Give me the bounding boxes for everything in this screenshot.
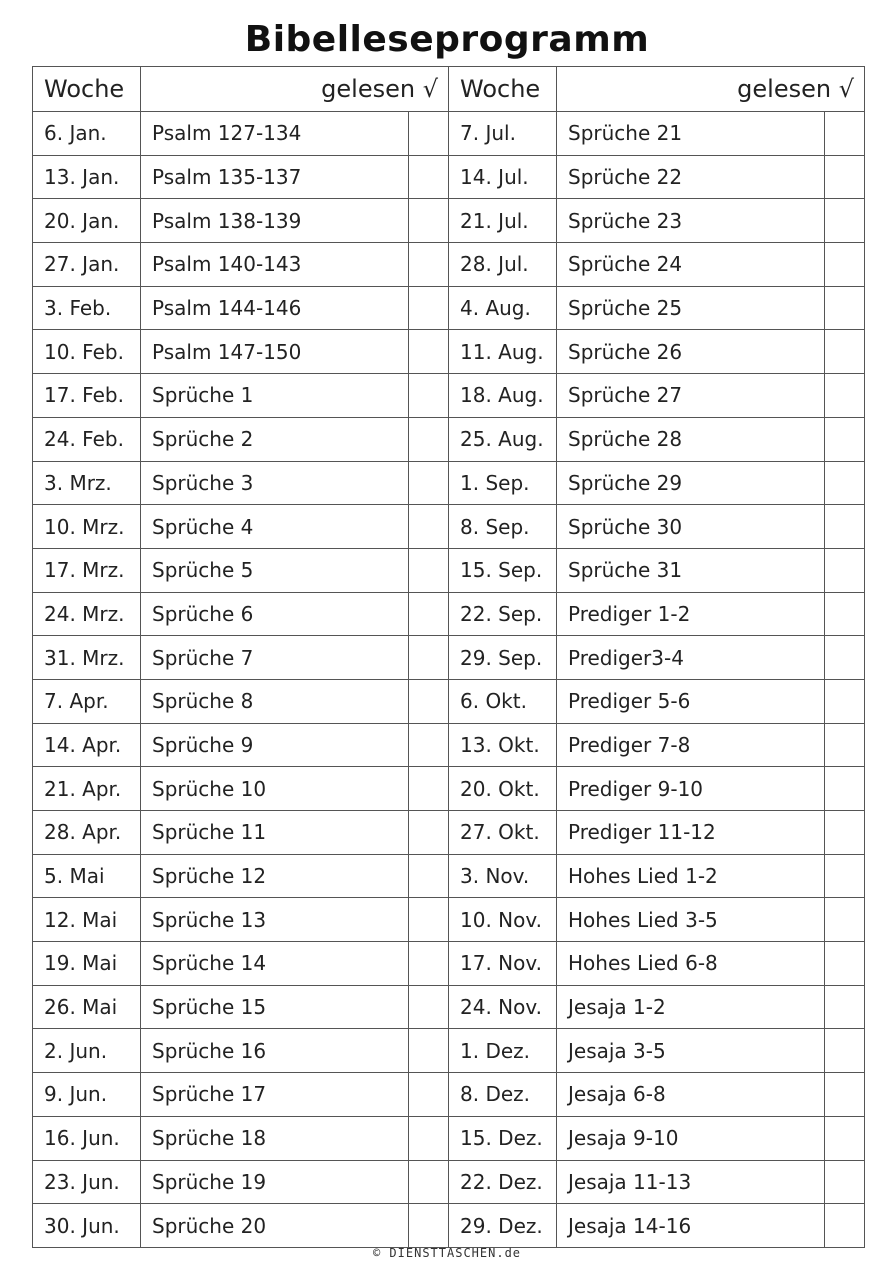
read-checkbox-right[interactable] xyxy=(825,1204,865,1248)
read-checkbox-right[interactable] xyxy=(825,243,865,287)
read-checkbox-right[interactable] xyxy=(825,723,865,767)
table-row xyxy=(33,1116,865,1160)
week-cell-left: 17. Mrz. xyxy=(33,548,141,592)
reading-cell-left: Sprüche 14 xyxy=(141,942,409,986)
table-row xyxy=(33,1160,865,1204)
reading-cell-right: Hohes Lied 6-8 xyxy=(557,942,825,986)
reading-cell-right: Prediger 1-2 xyxy=(557,592,825,636)
week-cell-right: 1. Dez. xyxy=(449,1029,557,1073)
reading-cell-left: Sprüche 2 xyxy=(141,417,409,461)
week-cell-right: 8. Dez. xyxy=(449,1073,557,1117)
read-checkbox-right[interactable] xyxy=(825,199,865,243)
week-cell-left: 24. Mrz. xyxy=(33,592,141,636)
table-body xyxy=(33,112,865,1248)
read-checkbox-left[interactable] xyxy=(409,286,449,330)
week-cell-left: 3. Mrz. xyxy=(33,461,141,505)
week-cell-right: 7. Jul. xyxy=(449,112,557,156)
week-cell-left: 20. Jan. xyxy=(33,199,141,243)
reading-cell-right: Sprüche 22 xyxy=(557,155,825,199)
header-woche-left: Woche xyxy=(33,67,141,112)
read-checkbox-left[interactable] xyxy=(409,636,449,680)
read-checkbox-right[interactable] xyxy=(825,942,865,986)
reading-cell-right: Jesaja 6-8 xyxy=(557,1073,825,1117)
read-checkbox-right[interactable] xyxy=(825,898,865,942)
read-checkbox-left[interactable] xyxy=(409,898,449,942)
read-checkbox-left[interactable] xyxy=(409,1204,449,1248)
reading-cell-right: Prediger 11-12 xyxy=(557,811,825,855)
read-checkbox-left[interactable] xyxy=(409,1029,449,1073)
reading-cell-left: Sprüche 15 xyxy=(141,985,409,1029)
week-cell-left: 6. Jan. xyxy=(33,112,141,156)
read-checkbox-left[interactable] xyxy=(409,155,449,199)
reading-plan-table xyxy=(32,66,865,1248)
read-checkbox-left[interactable] xyxy=(409,1073,449,1117)
read-checkbox-left[interactable] xyxy=(409,767,449,811)
week-cell-right: 14. Jul. xyxy=(449,155,557,199)
reading-cell-left: Sprüche 8 xyxy=(141,679,409,723)
read-checkbox-left[interactable] xyxy=(409,811,449,855)
week-cell-right: 29. Sep. xyxy=(449,636,557,680)
week-cell-left: 23. Jun. xyxy=(33,1160,141,1204)
reading-cell-right: Jesaja 11-13 xyxy=(557,1160,825,1204)
read-checkbox-right[interactable] xyxy=(825,767,865,811)
read-checkbox-right[interactable] xyxy=(825,417,865,461)
read-checkbox-left[interactable] xyxy=(409,199,449,243)
week-cell-right: 18. Aug. xyxy=(449,374,557,418)
table-row xyxy=(33,417,865,461)
table-row xyxy=(33,679,865,723)
week-cell-left: 12. Mai xyxy=(33,898,141,942)
read-checkbox-right[interactable] xyxy=(825,374,865,418)
week-cell-right: 21. Jul. xyxy=(449,199,557,243)
reading-cell-left: Sprüche 13 xyxy=(141,898,409,942)
header-woche-right: Woche xyxy=(449,67,557,112)
week-cell-right: 27. Okt. xyxy=(449,811,557,855)
reading-cell-left: Sprüche 12 xyxy=(141,854,409,898)
reading-cell-left: Sprüche 9 xyxy=(141,723,409,767)
week-cell-left: 27. Jan. xyxy=(33,243,141,287)
read-checkbox-right[interactable] xyxy=(825,330,865,374)
week-cell-right: 29. Dez. xyxy=(449,1204,557,1248)
week-cell-right: 15. Dez. xyxy=(449,1116,557,1160)
reading-cell-right: Prediger 9-10 xyxy=(557,767,825,811)
week-cell-left: 10. Mrz. xyxy=(33,505,141,549)
reading-cell-right: Jesaja 9-10 xyxy=(557,1116,825,1160)
week-cell-right: 24. Nov. xyxy=(449,985,557,1029)
reading-cell-left: Psalm 144-146 xyxy=(141,286,409,330)
week-cell-left: 16. Jun. xyxy=(33,1116,141,1160)
week-cell-left: 2. Jun. xyxy=(33,1029,141,1073)
week-cell-left: 14. Apr. xyxy=(33,723,141,767)
reading-cell-left: Sprüche 20 xyxy=(141,1204,409,1248)
copyright-footer: © DIENSTTASCHEN.de xyxy=(372,1246,522,1260)
week-cell-left: 19. Mai xyxy=(33,942,141,986)
table-header-row xyxy=(33,67,865,112)
reading-cell-left: Sprüche 5 xyxy=(141,548,409,592)
reading-cell-left: Sprüche 11 xyxy=(141,811,409,855)
week-cell-right: 8. Sep. xyxy=(449,505,557,549)
read-checkbox-right[interactable] xyxy=(825,636,865,680)
table-row xyxy=(33,112,865,156)
week-cell-left: 21. Apr. xyxy=(33,767,141,811)
table-row xyxy=(33,592,865,636)
table-row xyxy=(33,374,865,418)
read-checkbox-right[interactable] xyxy=(825,1116,865,1160)
read-checkbox-left[interactable] xyxy=(409,679,449,723)
read-checkbox-left[interactable] xyxy=(409,243,449,287)
read-checkbox-left[interactable] xyxy=(409,330,449,374)
table-row xyxy=(33,330,865,374)
reading-cell-right: Prediger3-4 xyxy=(557,636,825,680)
reading-cell-left: Sprüche 16 xyxy=(141,1029,409,1073)
reading-cell-right: Sprüche 28 xyxy=(557,417,825,461)
reading-cell-right: Sprüche 21 xyxy=(557,112,825,156)
week-cell-left: 28. Apr. xyxy=(33,811,141,855)
read-checkbox-left[interactable] xyxy=(409,1160,449,1204)
read-checkbox-right[interactable] xyxy=(825,505,865,549)
reading-cell-right: Sprüche 31 xyxy=(557,548,825,592)
table-row xyxy=(33,898,865,942)
reading-cell-left: Sprüche 1 xyxy=(141,374,409,418)
reading-cell-left: Sprüche 4 xyxy=(141,505,409,549)
table-row xyxy=(33,155,865,199)
read-checkbox-right[interactable] xyxy=(825,985,865,1029)
table-row xyxy=(33,636,865,680)
reading-cell-right: Sprüche 23 xyxy=(557,199,825,243)
reading-cell-right: Sprüche 29 xyxy=(557,461,825,505)
read-checkbox-left[interactable] xyxy=(409,374,449,418)
week-cell-left: 26. Mai xyxy=(33,985,141,1029)
read-checkbox-right[interactable] xyxy=(825,1029,865,1073)
table-row xyxy=(33,723,865,767)
header-gelesen-right: gelesen √ xyxy=(557,67,865,112)
read-checkbox-right[interactable] xyxy=(825,854,865,898)
week-cell-left: 30. Jun. xyxy=(33,1204,141,1248)
table-row xyxy=(33,767,865,811)
table-row xyxy=(33,811,865,855)
read-checkbox-right[interactable] xyxy=(825,592,865,636)
week-cell-right: 6. Okt. xyxy=(449,679,557,723)
read-checkbox-right[interactable] xyxy=(825,548,865,592)
read-checkbox-right[interactable] xyxy=(825,286,865,330)
table-row xyxy=(33,985,865,1029)
reading-cell-left: Sprüche 19 xyxy=(141,1160,409,1204)
reading-cell-right: Prediger 5-6 xyxy=(557,679,825,723)
read-checkbox-left[interactable] xyxy=(409,723,449,767)
reading-cell-left: Psalm 135-137 xyxy=(141,155,409,199)
table-row xyxy=(33,461,865,505)
reading-cell-left: Sprüche 17 xyxy=(141,1073,409,1117)
reading-cell-right: Sprüche 25 xyxy=(557,286,825,330)
reading-cell-right: Jesaja 14-16 xyxy=(557,1204,825,1248)
week-cell-left: 9. Jun. xyxy=(33,1073,141,1117)
read-checkbox-left[interactable] xyxy=(409,985,449,1029)
read-checkbox-right[interactable] xyxy=(825,461,865,505)
page-title: Bibelleseprogramm xyxy=(244,19,650,60)
week-cell-left: 13. Jan. xyxy=(33,155,141,199)
read-checkbox-right[interactable] xyxy=(825,1160,865,1204)
reading-cell-right: Sprüche 24 xyxy=(557,243,825,287)
reading-cell-right: Sprüche 27 xyxy=(557,374,825,418)
read-checkbox-left[interactable] xyxy=(409,854,449,898)
table-row xyxy=(33,505,865,549)
read-checkbox-left[interactable] xyxy=(409,548,449,592)
week-cell-right: 22. Dez. xyxy=(449,1160,557,1204)
week-cell-right: 20. Okt. xyxy=(449,767,557,811)
table-row xyxy=(33,243,865,287)
read-checkbox-left[interactable] xyxy=(409,505,449,549)
table-row xyxy=(33,286,865,330)
table-row xyxy=(33,1073,865,1117)
reading-cell-left: Sprüche 3 xyxy=(141,461,409,505)
table-row xyxy=(33,854,865,898)
read-checkbox-right[interactable] xyxy=(825,811,865,855)
week-cell-right: 15. Sep. xyxy=(449,548,557,592)
reading-cell-right: Jesaja 3-5 xyxy=(557,1029,825,1073)
read-checkbox-right[interactable] xyxy=(825,112,865,156)
week-cell-right: 13. Okt. xyxy=(449,723,557,767)
week-cell-right: 10. Nov. xyxy=(449,898,557,942)
reading-cell-right: Jesaja 1-2 xyxy=(557,985,825,1029)
reading-cell-right: Hohes Lied 3-5 xyxy=(557,898,825,942)
reading-cell-left: Sprüche 10 xyxy=(141,767,409,811)
week-cell-right: 3. Nov. xyxy=(449,854,557,898)
table-row xyxy=(33,548,865,592)
week-cell-left: 24. Feb. xyxy=(33,417,141,461)
table-row xyxy=(33,199,865,243)
week-cell-right: 1. Sep. xyxy=(449,461,557,505)
read-checkbox-left[interactable] xyxy=(409,112,449,156)
reading-cell-left: Sprüche 6 xyxy=(141,592,409,636)
reading-cell-right: Sprüche 26 xyxy=(557,330,825,374)
table-row xyxy=(33,1204,865,1248)
header-gelesen-left: gelesen √ xyxy=(141,67,449,112)
read-checkbox-right[interactable] xyxy=(825,155,865,199)
week-cell-right: 11. Aug. xyxy=(449,330,557,374)
week-cell-right: 25. Aug. xyxy=(449,417,557,461)
reading-cell-right: Prediger 7-8 xyxy=(557,723,825,767)
week-cell-right: 28. Jul. xyxy=(449,243,557,287)
read-checkbox-right[interactable] xyxy=(825,679,865,723)
reading-cell-right: Sprüche 30 xyxy=(557,505,825,549)
reading-cell-left: Psalm 138-139 xyxy=(141,199,409,243)
reading-cell-right: Hohes Lied 1-2 xyxy=(557,854,825,898)
read-checkbox-right[interactable] xyxy=(825,1073,865,1117)
read-checkbox-left[interactable] xyxy=(409,417,449,461)
week-cell-right: 17. Nov. xyxy=(449,942,557,986)
reading-cell-left: Psalm 140-143 xyxy=(141,243,409,287)
week-cell-left: 5. Mai xyxy=(33,854,141,898)
reading-cell-left: Sprüche 7 xyxy=(141,636,409,680)
table-row xyxy=(33,1029,865,1073)
read-checkbox-left[interactable] xyxy=(409,592,449,636)
read-checkbox-left[interactable] xyxy=(409,461,449,505)
week-cell-left: 3. Feb. xyxy=(33,286,141,330)
reading-cell-left: Psalm 147-150 xyxy=(141,330,409,374)
reading-cell-left: Psalm 127-134 xyxy=(141,112,409,156)
read-checkbox-left[interactable] xyxy=(409,942,449,986)
week-cell-left: 17. Feb. xyxy=(33,374,141,418)
reading-cell-left: Sprüche 18 xyxy=(141,1116,409,1160)
week-cell-left: 10. Feb. xyxy=(33,330,141,374)
read-checkbox-left[interactable] xyxy=(409,1116,449,1160)
week-cell-right: 4. Aug. xyxy=(449,286,557,330)
week-cell-left: 31. Mrz. xyxy=(33,636,141,680)
table-row xyxy=(33,942,865,986)
week-cell-right: 22. Sep. xyxy=(449,592,557,636)
week-cell-left: 7. Apr. xyxy=(33,679,141,723)
